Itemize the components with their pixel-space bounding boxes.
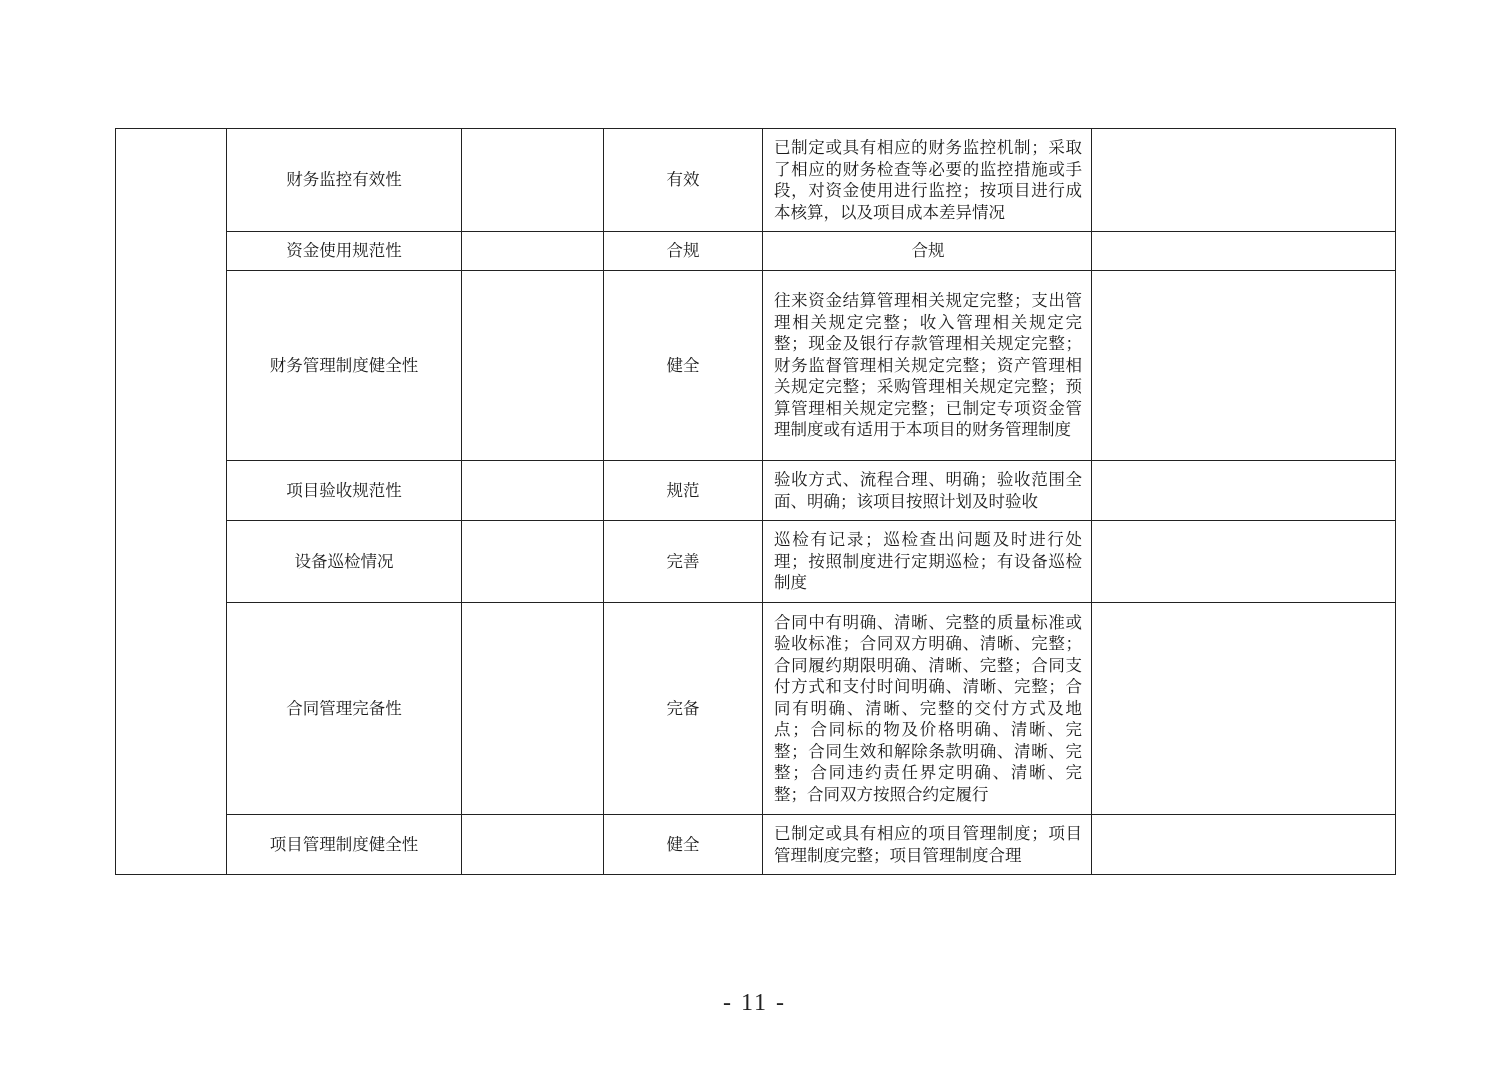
criteria-cell: 往来资金结算管理相关规定完整；支出管理相关规定完整；收入管理相关规定完整；现金及银行存款管理相关规定完整；财务监督管理相关规定完整；资产管理相关规定完整；采购管理相关规定完整；预算管理相关规定完整；已制定专项资金管理制度或有适用于本项目的财务管理制度 [763,271,1092,461]
criteria-cell: 已制定或具有相应的财务监控机制；采取了相应的财务检查等必要的监控措施或手段，对资金使用进行监控；按项目进行成本核算，以及项目成本差异情况 [763,129,1092,232]
table-row [116,815,1396,875]
evaluation-table [115,128,1396,875]
result-cell: 规范 [604,461,763,521]
indicator-cell: 合同管理完备性 [227,603,462,815]
result-cell: 健全 [604,815,763,875]
result-cell: 有效 [604,129,763,232]
remark-cell [1092,603,1396,815]
table-row [116,521,1396,603]
result-cell: 健全 [604,271,763,461]
criteria-cell: 已制定或具有相应的项目管理制度；项目管理制度完整；项目管理制度合理 [763,815,1092,875]
remark-cell [1092,521,1396,603]
table-row [116,129,1396,232]
indicator-cell: 项目验收规范性 [227,461,462,521]
standard-cell [462,129,604,232]
criteria-cell: 验收方式、流程合理、明确；验收范围全面、明确；该项目按照计划及时验收 [763,461,1092,521]
table-row [116,232,1396,271]
remark-cell [1092,815,1396,875]
table-row [116,461,1396,521]
standard-cell [462,461,604,521]
standard-cell [462,271,604,461]
standard-cell [462,521,604,603]
remark-cell [1092,232,1396,271]
table-row [116,603,1396,815]
remark-cell [1092,271,1396,461]
remark-cell [1092,129,1396,232]
indicator-cell: 财务监控有效性 [227,129,462,232]
table-row [116,271,1396,461]
indicator-cell: 资金使用规范性 [227,232,462,271]
criteria-cell: 巡检有记录；巡检查出问题及时进行处理；按照制度进行定期巡检；有设备巡检制度 [763,521,1092,603]
criteria-cell: 合规 [763,232,1092,271]
indicator-cell: 设备巡检情况 [227,521,462,603]
indicator-cell: 项目管理制度健全性 [227,815,462,875]
page-number: - 11 - [722,990,787,1016]
standard-cell [462,815,604,875]
standard-cell [462,232,604,271]
criteria-cell: 合同中有明确、清晰、完整的质量标准或验收标准；合同双方明确、清晰、完整；合同履约期限明确、清晰、完整；合同支付方式和支付时间明确、清晰、完整；合同有明确、清晰、完整的交付方式及地点；合同标的物及价格明确、清晰、完整；合同生效和解除条款明确、清晰、完整；合同违约责任界定明确、清晰、完整；合同双方按照合约定履行 [763,603,1092,815]
indicator-cell: 财务管理制度健全性 [227,271,462,461]
standard-cell [462,603,604,815]
result-cell: 完备 [604,603,763,815]
result-cell: 完善 [604,521,763,603]
result-cell: 合规 [604,232,763,271]
category-cell [116,129,227,875]
remark-cell [1092,461,1396,521]
